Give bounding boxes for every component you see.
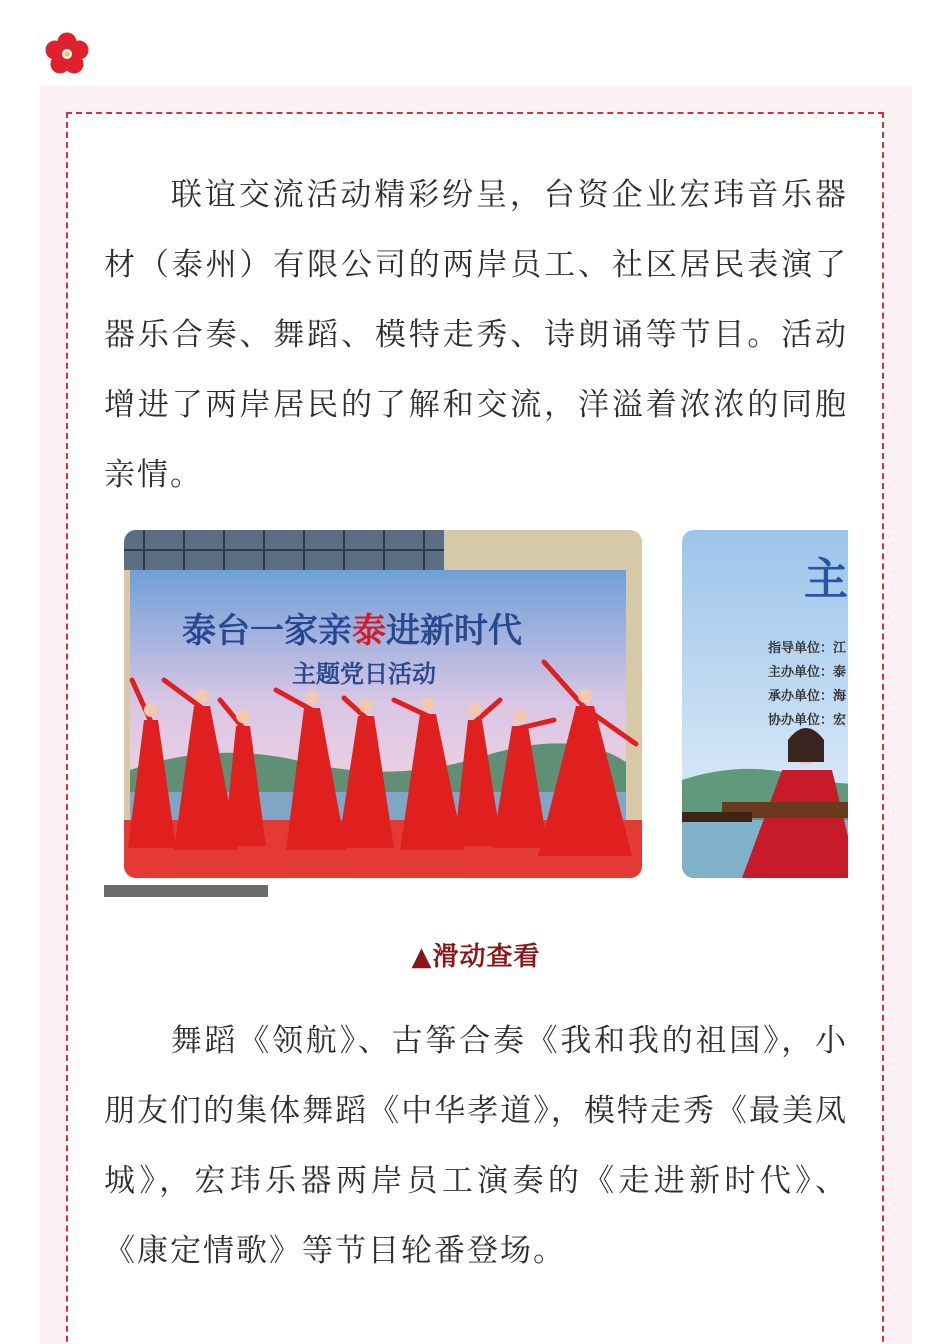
credit-line: 承办单位：海 [768,688,847,703]
carousel-scrollbar[interactable] [104,885,268,897]
credit-line: 协办单位：宏 [768,712,847,727]
scroll-hint: ▲滑动查看 [411,942,541,972]
credit-line: 主办单位：泰 [768,664,847,679]
plum-blossom-icon [44,32,90,74]
banner-title-fragment: 主 [804,554,848,605]
banner-title: 泰台一家亲泰进新时代 [182,611,522,651]
carousel-photo-dancers[interactable] [124,530,642,878]
photo-carousel[interactable] [104,530,848,900]
credit-line: 指导单位：江 [768,640,847,655]
carousel-photo-guzheng[interactable] [682,530,848,878]
banner-subtitle: 主题党日活动 [292,659,436,688]
article-paragraph-2: 舞蹈《领航》、古筝合奏《我和我的祖国》，小朋友们的集体舞蹈《中华孝道》，模特走秀《最美凤城》，宏玮乐器两岸员工演奏的《走进新时代》、《康定情歌》等节目轮番登场。 [104,1023,848,1269]
article-paragraph-1: 联谊交流活动精彩纷呈，台资企业宏玮音乐器材（泰州）有限公司的两岸员工、社区居民表演了器乐合奏、舞蹈、模特走秀、诗朗诵等节目。活动增进了两岸居民的了解和交流，洋溢着浓浓的同胞亲情。 [104,177,848,493]
